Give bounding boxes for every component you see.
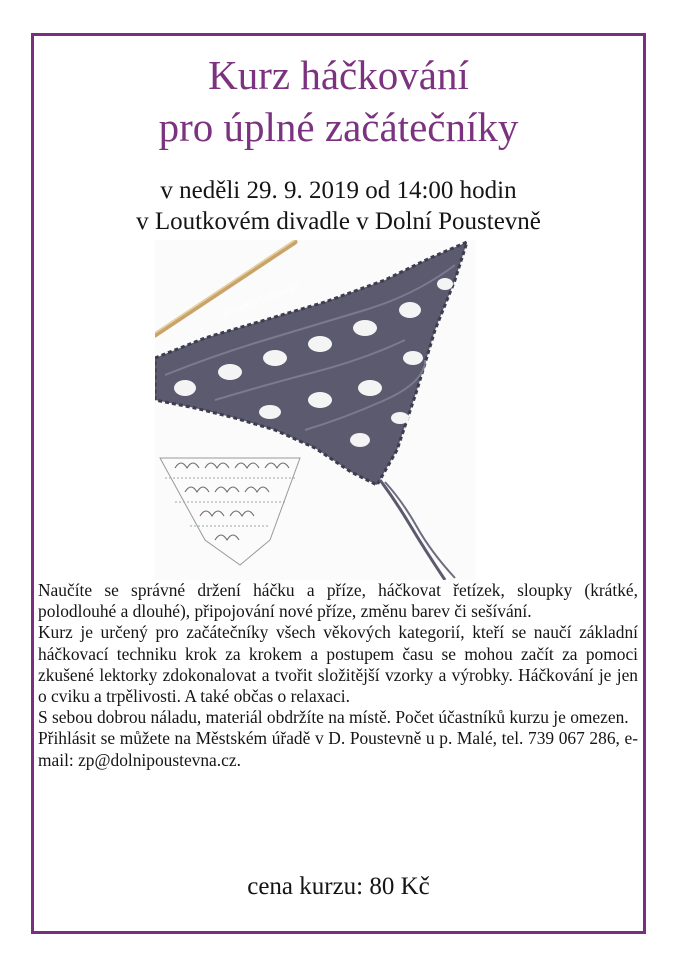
yarn-tail-icon — [380, 480, 455, 580]
title-line-2: pro úplné začátečníky — [158, 104, 519, 150]
paragraph-materials: S sebou dobrou náladu, materiál obdržíte na místě. Počet účastníků kurzu je omezen. — [38, 707, 629, 728]
event-date: v neděli 29. 9. 2019 od 14:00 hodin — [160, 177, 517, 204]
title-line-1: Kurz háčkování — [208, 52, 469, 98]
event-place: v Loutkovém divadle v Dolní Poustevně — [136, 208, 541, 235]
shawl-icon — [155, 242, 467, 485]
paragraph-skills: Naučíte se správné držení háčku a příze, háčkovat řetízek, sloupky (krátké, polodlouhé a dlouhé), připojování nové příze, změnu barev či sešívání. — [38, 580, 638, 622]
course-price: cena kurzu: 80 Kč — [247, 873, 430, 900]
crochet-shawl-photo — [155, 240, 475, 580]
crochet-diagram-icon — [160, 458, 300, 565]
course-description — [38, 580, 638, 771]
paragraph-contact: Přihlásit se můžete na Městském úřadě v D. Poustevně u p. Malé, tel. 739 067 286, e-mail: zp@dolnipoustevna.cz. — [38, 728, 638, 770]
paragraph-audience: Kurz je určený pro začátečníky všech věkových kategorií, kteří se naučí základní háčkovací techniku krok za krokem a postupem času se mohou začít za pomoci zkušené lektorky zdokonalovat a tvořit složitější vzorky a výrobky. Háčkování je jen o cviku a trpělivosti. A také občas o relaxaci. — [38, 622, 638, 707]
photo-watermark: @TheMailoDesign — [222, 281, 302, 321]
